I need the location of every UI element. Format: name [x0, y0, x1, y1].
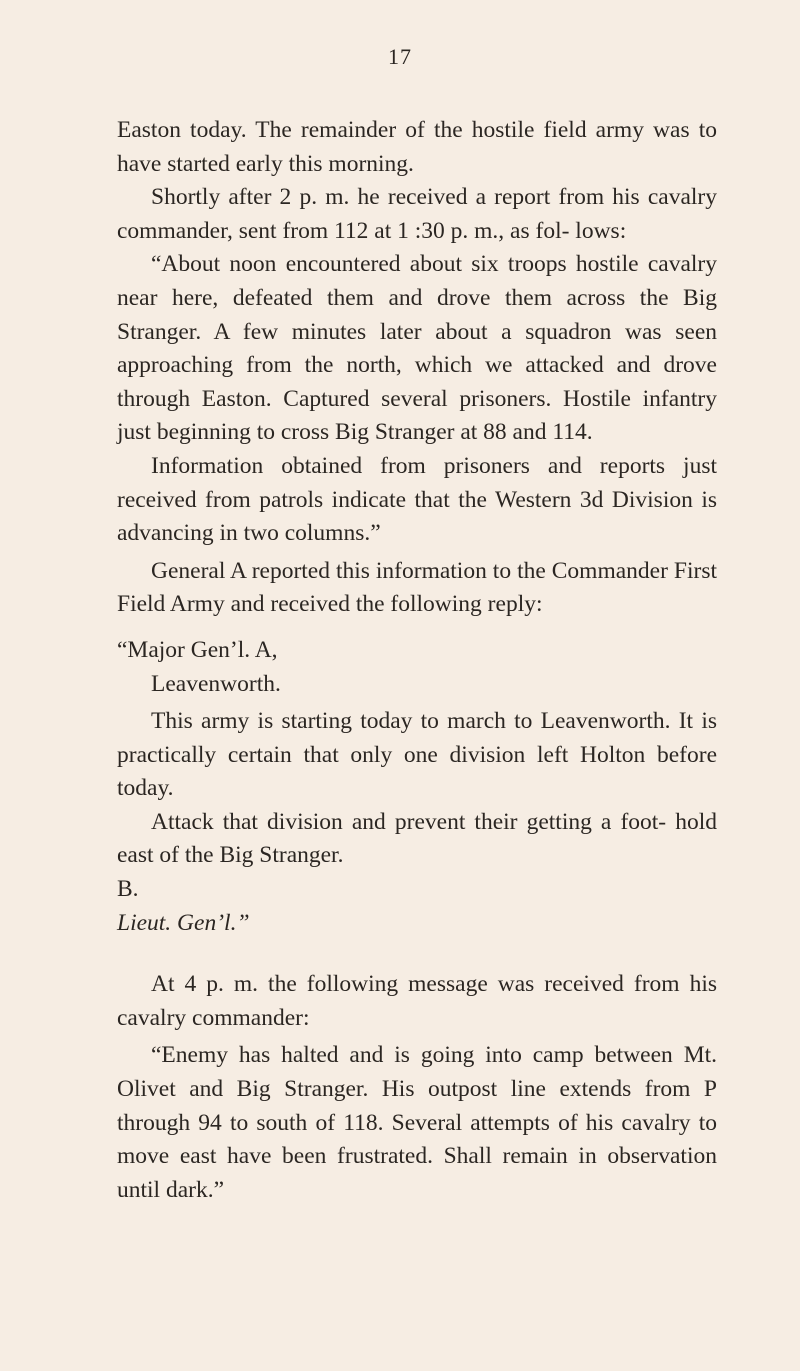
paragraph-continuation: Easton today. The remainder of the hostile field army was to have started early this morning. — [117, 117, 717, 177]
paragraph-enemy-halted: “Enemy has halted and is going into camp between Mt. Olivet and Big Stranger. His outpost line extends from P through 94 to south of 118. Several attempts of his cavalry to move east have been frustrated. Shall remain in observation until dark.” — [117, 1042, 717, 1203]
signature-title: Lieut. Gen’l.” — [117, 909, 250, 936]
letter-place: Leavenworth. — [151, 670, 281, 697]
paragraph-cavalry-report: “About noon encountered about six troops hostile cavalry near here, defeated them and drove them across the Big Stranger. A few minutes later about a squadron was seen approaching from the north, which we attacked and drove through Easton. Captured several prisoners. Hostile infantry just beginning to cross Big Stranger at 88 and 114. — [117, 251, 717, 446]
body-text — [117, 114, 717, 1207]
page-number: 17 — [388, 44, 412, 69]
letter-salutation: “Major Gen’l. A, — [117, 636, 278, 663]
paragraph-general-a-report: General A reported this information to the Commander First Field Army and received the following reply: — [117, 557, 717, 618]
letter-paragraph-2: Attack that division and prevent their getting a foot- hold east of the Big Stranger. — [117, 808, 717, 869]
paragraph-prisoner-info: Information obtained from prisoners and reports just received from patrols indicate that the Western 3d Division is advancing in two columns.” — [117, 452, 717, 547]
paragraph-cavalry-report-intro: Shortly after 2 p. m. he received a report from his cavalry commander, sent from 112 at 1 :30 p. m., as fol- lows: — [117, 184, 717, 244]
paragraph-4pm-message: At 4 p. m. the following message was received from his cavalry commander: — [117, 971, 717, 1031]
letter-paragraph-1: This army is starting today to march to Leavenworth. It is practically certain that only one division left Holton before today. — [117, 708, 717, 802]
signature-name: B. — [117, 876, 139, 903]
